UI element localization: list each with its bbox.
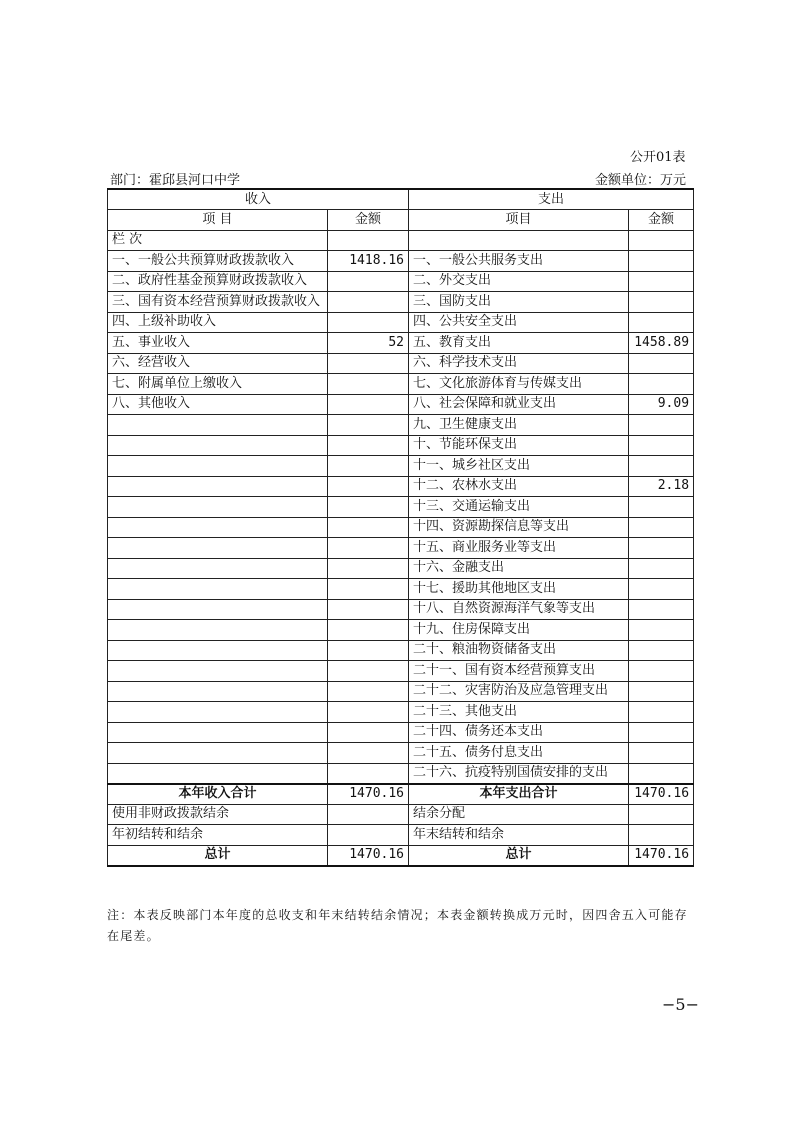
income-item: 六、经营收入	[108, 353, 328, 374]
expense-total-label: 本年支出合计	[409, 784, 629, 805]
table-row	[108, 415, 694, 436]
grand-total-expense-amount: 1470.16	[629, 845, 694, 866]
table-row	[108, 394, 694, 415]
grand-total-income-label: 总计	[108, 845, 328, 866]
expense-amount	[629, 374, 694, 395]
expense-amount	[629, 804, 694, 825]
expense-item: 六、科学技术支出	[409, 353, 629, 374]
income-item	[108, 681, 328, 702]
expense-item: 十五、商业服务业等支出	[409, 538, 629, 559]
income-amount	[328, 312, 409, 333]
income-item: 七、附属单位上缴收入	[108, 374, 328, 395]
unit-label: 金额单位：万元	[595, 173, 687, 188]
income-amount	[328, 538, 409, 559]
table-row	[108, 271, 694, 292]
expense-amount	[629, 661, 694, 682]
income-amount	[328, 394, 409, 415]
expense-item: 十四、资源勘探信息等支出	[409, 517, 629, 538]
expense-item: 四、公共安全支出	[409, 312, 629, 333]
table-row	[108, 743, 694, 764]
table-row	[108, 681, 694, 702]
income-amount	[328, 804, 409, 825]
income-section-header: 收入	[108, 189, 409, 210]
expense-amount: 9.09	[629, 394, 694, 415]
income-amount	[328, 456, 409, 477]
expense-item: 二十三、其他支出	[409, 702, 629, 723]
expense-item: 二十五、债务付息支出	[409, 743, 629, 764]
table-row	[108, 435, 694, 456]
table-row	[108, 702, 694, 723]
income-amount	[328, 517, 409, 538]
income-item	[108, 415, 328, 436]
table-row	[108, 640, 694, 661]
expense-item: 二十一、国有资本经营预算支出	[409, 661, 629, 682]
table-row	[108, 722, 694, 743]
expense-amount	[629, 353, 694, 374]
grand-total-row	[108, 845, 694, 866]
income-total-label: 本年收入合计	[108, 784, 328, 805]
income-amount	[328, 435, 409, 456]
row-index-label: 栏 次	[108, 230, 328, 251]
grand-total-income-amount: 1470.16	[328, 845, 409, 866]
expense-item: 五、教育支出	[409, 333, 629, 354]
expense-amount	[629, 558, 694, 579]
income-item	[108, 476, 328, 497]
expense-item: 二十、粮油物资储备支出	[409, 640, 629, 661]
table-row	[108, 661, 694, 682]
expense-item: 十一、城乡社区支出	[409, 456, 629, 477]
income-item	[108, 661, 328, 682]
income-item	[108, 640, 328, 661]
expense-amount	[629, 435, 694, 456]
income-item	[108, 702, 328, 723]
expense-amount	[629, 681, 694, 702]
expense-amount	[629, 271, 694, 292]
income-item	[108, 456, 328, 477]
table-row	[108, 579, 694, 600]
expense-item: 八、社会保障和就业支出	[409, 394, 629, 415]
expense-item: 二十二、灾害防治及应急管理支出	[409, 681, 629, 702]
income-amount	[328, 620, 409, 641]
income-item	[108, 743, 328, 764]
expense-amount	[629, 599, 694, 620]
expense-amount: 1458.89	[629, 333, 694, 354]
budget-summary-table	[107, 188, 694, 867]
income-item: 四、上级补助收入	[108, 312, 328, 333]
table-row	[108, 292, 694, 313]
income-amount	[328, 681, 409, 702]
income-item	[108, 722, 328, 743]
expense-item: 十二、农林水支出	[409, 476, 629, 497]
table-row	[108, 456, 694, 477]
income-item: 一、一般公共预算财政拨款收入	[108, 251, 328, 272]
income-item	[108, 517, 328, 538]
income-amount	[328, 271, 409, 292]
table-row	[108, 333, 694, 354]
table-row	[108, 476, 694, 497]
income-amount: 52	[328, 333, 409, 354]
expense-amount	[629, 456, 694, 477]
income-item	[108, 599, 328, 620]
row-index-row	[108, 230, 694, 251]
page-number: −5−	[662, 995, 699, 1014]
income-total-amount: 1470.16	[328, 784, 409, 805]
income-amount	[328, 702, 409, 723]
expense-amount	[629, 702, 694, 723]
expense-item: 三、国防支出	[409, 292, 629, 313]
income-amount	[328, 558, 409, 579]
income-amount	[328, 292, 409, 313]
expense-item: 结余分配	[409, 804, 629, 825]
income-item	[108, 435, 328, 456]
expense-item: 七、文化旅游体育与传媒支出	[409, 374, 629, 395]
expense-item: 二十四、债务还本支出	[409, 722, 629, 743]
expense-amount	[629, 251, 694, 272]
table-row	[108, 538, 694, 559]
income-item: 二、政府性基金预算财政拨款收入	[108, 271, 328, 292]
table-row	[108, 599, 694, 620]
income-amount: 1418.16	[328, 251, 409, 272]
income-amount	[328, 661, 409, 682]
expense-item: 十九、住房保障支出	[409, 620, 629, 641]
income-item	[108, 558, 328, 579]
year-total-row	[108, 784, 694, 805]
income-item: 五、事业收入	[108, 333, 328, 354]
expense-amount	[629, 538, 694, 559]
expense-amount-header: 金额	[629, 210, 694, 231]
footnote: 注：本表反映部门本年度的总收支和年末结转结余情况；本表金额转换成万元时，因四舍五入可能存在尾差。	[107, 908, 688, 943]
income-amount	[328, 722, 409, 743]
income-item: 三、国有资本经营预算财政拨款收入	[108, 292, 328, 313]
income-item: 年初结转和结余	[108, 825, 328, 846]
expense-amount	[629, 640, 694, 661]
form-code: 公开01表	[630, 150, 686, 165]
table-row	[108, 825, 694, 846]
table-row	[108, 312, 694, 333]
income-item-header: 项 目	[108, 210, 328, 231]
expense-item: 十六、金融支出	[409, 558, 629, 579]
expense-amount: 2.18	[629, 476, 694, 497]
expense-item: 十七、援助其他地区支出	[409, 579, 629, 600]
expense-total-amount: 1470.16	[629, 784, 694, 805]
income-item: 八、其他收入	[108, 394, 328, 415]
section-header-row	[108, 189, 694, 210]
income-amount	[328, 476, 409, 497]
expense-item: 十、节能环保支出	[409, 435, 629, 456]
table-row	[108, 620, 694, 641]
income-amount	[328, 743, 409, 764]
expense-item: 九、卫生健康支出	[409, 415, 629, 436]
expense-amount	[629, 415, 694, 436]
table-row	[108, 251, 694, 272]
income-amount	[328, 763, 409, 784]
table-row	[108, 517, 694, 538]
income-item	[108, 497, 328, 518]
table-row	[108, 558, 694, 579]
expense-amount	[629, 743, 694, 764]
income-amount-header: 金额	[328, 210, 409, 231]
table-row	[108, 804, 694, 825]
expense-item: 二十六、抗疫特别国债安排的支出	[409, 763, 629, 784]
expense-amount	[629, 620, 694, 641]
income-item	[108, 579, 328, 600]
table-row	[108, 374, 694, 395]
income-amount	[328, 825, 409, 846]
expense-amount	[629, 763, 694, 784]
table-row	[108, 763, 694, 784]
expense-item: 十三、交通运输支出	[409, 497, 629, 518]
income-item	[108, 763, 328, 784]
income-amount	[328, 374, 409, 395]
income-item	[108, 620, 328, 641]
income-amount	[328, 497, 409, 518]
expense-item-header: 项目	[409, 210, 629, 231]
expense-item: 十八、自然资源海洋气象等支出	[409, 599, 629, 620]
income-amount	[328, 640, 409, 661]
income-item	[108, 538, 328, 559]
expense-amount	[629, 579, 694, 600]
expense-section-header: 支出	[409, 189, 694, 210]
expense-amount	[629, 497, 694, 518]
expense-amount	[629, 517, 694, 538]
expense-amount	[629, 825, 694, 846]
income-amount	[328, 579, 409, 600]
table-row	[108, 497, 694, 518]
income-amount	[328, 415, 409, 436]
income-item: 使用非财政拨款结余	[108, 804, 328, 825]
expense-amount	[629, 312, 694, 333]
expense-item: 二、外交支出	[409, 271, 629, 292]
department-label: 部门：霍邱县河口中学	[110, 173, 241, 188]
grand-total-expense-label: 总计	[409, 845, 629, 866]
expense-item: 一、一般公共服务支出	[409, 251, 629, 272]
expense-amount	[629, 722, 694, 743]
expense-item: 年末结转和结余	[409, 825, 629, 846]
income-amount	[328, 353, 409, 374]
income-amount	[328, 599, 409, 620]
expense-amount	[629, 292, 694, 313]
table-row	[108, 353, 694, 374]
column-header-row	[108, 210, 694, 231]
